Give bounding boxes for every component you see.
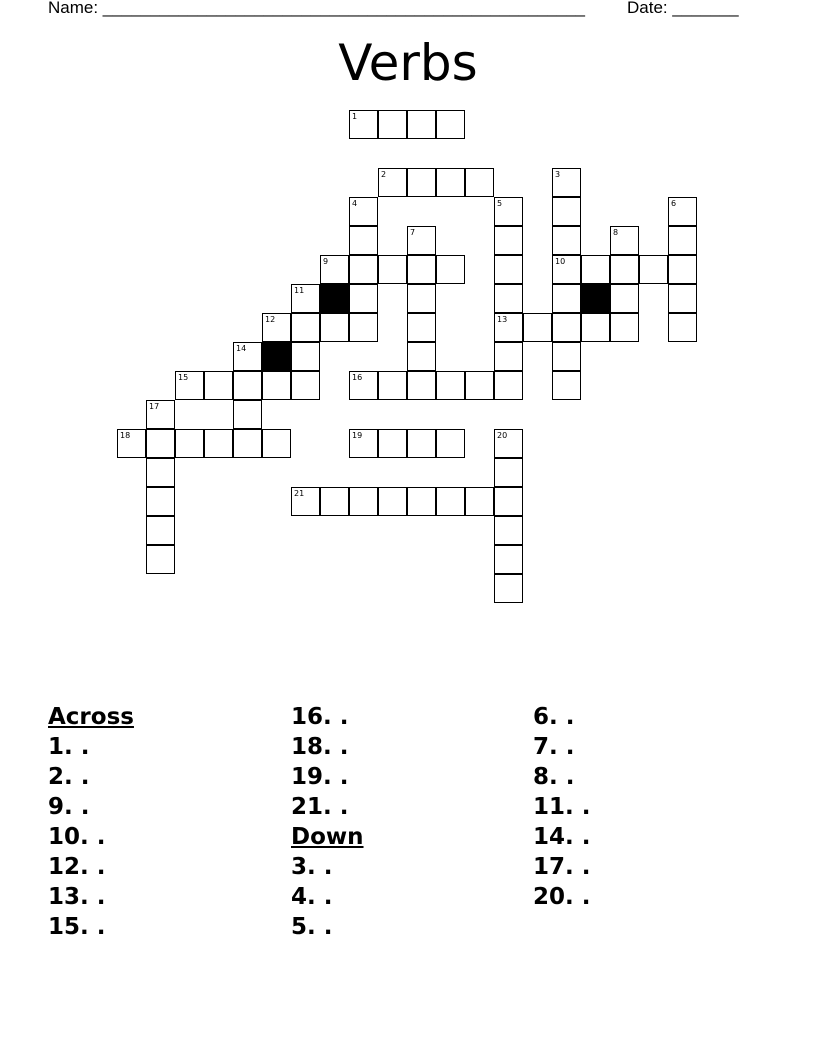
- grid-cell[interactable]: [349, 197, 378, 226]
- grid-cell[interactable]: [494, 487, 523, 516]
- grid-cell[interactable]: [552, 168, 581, 197]
- grid-cell[interactable]: [610, 313, 639, 342]
- clue-number: 2: [381, 170, 387, 179]
- grid-cell[interactable]: [175, 371, 204, 400]
- clue-column-2: [291, 702, 531, 942]
- clue-heading: Across: [48, 704, 134, 730]
- clue-item: 11. .: [533, 794, 591, 820]
- grid-cell[interactable]: [436, 168, 465, 197]
- clue-item: 6. .: [533, 704, 575, 730]
- clue-item: 14. .: [533, 824, 591, 850]
- grid-cell[interactable]: [494, 574, 523, 603]
- grid-cell[interactable]: [204, 371, 233, 400]
- grid-cell[interactable]: [146, 487, 175, 516]
- clue-item: 2. .: [48, 764, 90, 790]
- clue-item: 10. .: [48, 824, 106, 850]
- grid-cell[interactable]: [349, 487, 378, 516]
- grid-cell[interactable]: [117, 429, 146, 458]
- grid-cell[interactable]: [320, 313, 349, 342]
- grid-cell[interactable]: [204, 429, 233, 458]
- grid-cell[interactable]: [523, 313, 552, 342]
- grid-cell[interactable]: [552, 226, 581, 255]
- grid-cell[interactable]: [378, 487, 407, 516]
- clue-item: 18. .: [291, 734, 349, 760]
- clue-item: 3. .: [291, 854, 333, 880]
- grid-cell[interactable]: [494, 371, 523, 400]
- clue-column-1: [48, 702, 288, 942]
- grid-cell[interactable]: [291, 371, 320, 400]
- clue-number: 20: [497, 431, 508, 440]
- grid-cell[interactable]: [407, 342, 436, 371]
- clue-number: 16: [352, 373, 363, 382]
- grid-cell[interactable]: [378, 168, 407, 197]
- grid-cell[interactable]: [146, 545, 175, 574]
- blocked-cell: [262, 342, 291, 371]
- grid-cell[interactable]: [494, 197, 523, 226]
- grid-cell[interactable]: [668, 197, 697, 226]
- grid-cell[interactable]: [349, 110, 378, 139]
- clue-item: 1. .: [48, 734, 90, 760]
- grid-cell[interactable]: [552, 342, 581, 371]
- grid-cell[interactable]: [552, 313, 581, 342]
- name-field: Name: ___________________________________________________: [48, 0, 585, 17]
- clue-item: 20. .: [533, 884, 591, 910]
- grid-cell[interactable]: [494, 516, 523, 545]
- grid-cell[interactable]: [668, 226, 697, 255]
- grid-cell[interactable]: [494, 429, 523, 458]
- grid-cell[interactable]: [146, 429, 175, 458]
- grid-cell[interactable]: [494, 545, 523, 574]
- clue-number: 1: [352, 112, 358, 121]
- grid-cell[interactable]: [146, 516, 175, 545]
- clue-item: 17. .: [533, 854, 591, 880]
- grid-cell[interactable]: [494, 255, 523, 284]
- grid-cell[interactable]: [639, 255, 668, 284]
- clue-column-3: [533, 702, 773, 912]
- grid-cell[interactable]: [494, 342, 523, 371]
- grid-cell[interactable]: [262, 371, 291, 400]
- grid-cell[interactable]: [320, 255, 349, 284]
- grid-cell[interactable]: [610, 255, 639, 284]
- clue-item: 8. .: [533, 764, 575, 790]
- grid-cell[interactable]: [407, 371, 436, 400]
- clue-number: 6: [671, 199, 677, 208]
- grid-cell[interactable]: [349, 284, 378, 313]
- grid-cell[interactable]: [465, 371, 494, 400]
- grid-cell[interactable]: [436, 429, 465, 458]
- clue-number: 18: [120, 431, 131, 440]
- grid-cell[interactable]: [291, 342, 320, 371]
- grid-cell[interactable]: [436, 371, 465, 400]
- grid-cell[interactable]: [146, 400, 175, 429]
- grid-cell[interactable]: [262, 313, 291, 342]
- grid-cell[interactable]: [407, 429, 436, 458]
- grid-cell[interactable]: [610, 284, 639, 313]
- grid-cell[interactable]: [465, 487, 494, 516]
- grid-cell[interactable]: [668, 284, 697, 313]
- grid-cell[interactable]: [494, 313, 523, 342]
- grid-cell[interactable]: [291, 487, 320, 516]
- grid-cell[interactable]: [407, 110, 436, 139]
- grid-cell[interactable]: [349, 255, 378, 284]
- grid-cell[interactable]: [378, 255, 407, 284]
- grid-cell[interactable]: [407, 168, 436, 197]
- grid-cell[interactable]: [436, 487, 465, 516]
- grid-cell[interactable]: [465, 168, 494, 197]
- clue-heading: Down: [291, 824, 364, 850]
- grid-cell[interactable]: [378, 110, 407, 139]
- grid-cell[interactable]: [610, 226, 639, 255]
- grid-cell[interactable]: [494, 458, 523, 487]
- clue-item: 5. .: [291, 914, 333, 940]
- clue-item: 16. .: [291, 704, 349, 730]
- grid-cell[interactable]: [378, 371, 407, 400]
- clue-number: 4: [352, 199, 358, 208]
- clue-number: 14: [236, 344, 247, 353]
- grid-cell[interactable]: [262, 429, 291, 458]
- grid-cell[interactable]: [320, 487, 349, 516]
- blocked-cell: [581, 284, 610, 313]
- clue-item: 13. .: [48, 884, 106, 910]
- clue-item: 12. .: [48, 854, 106, 880]
- grid-cell[interactable]: [436, 110, 465, 139]
- clue-number: 13: [497, 315, 508, 324]
- clue-number: 10: [555, 257, 566, 266]
- grid-cell[interactable]: [668, 255, 697, 284]
- clue-number: 3: [555, 170, 561, 179]
- grid-cell[interactable]: [291, 313, 320, 342]
- clue-item: 9. .: [48, 794, 90, 820]
- grid-cell[interactable]: [407, 313, 436, 342]
- clue-item: 21. .: [291, 794, 349, 820]
- grid-cell[interactable]: [407, 226, 436, 255]
- grid-cell[interactable]: [349, 429, 378, 458]
- grid-cell[interactable]: [146, 458, 175, 487]
- grid-cell[interactable]: [407, 284, 436, 313]
- grid-cell[interactable]: [378, 429, 407, 458]
- clue-number: 7: [410, 228, 416, 237]
- page-title: Verbs: [338, 34, 478, 92]
- grid-cell[interactable]: [291, 284, 320, 313]
- clue-item: 7. .: [533, 734, 575, 760]
- clue-number: 12: [265, 315, 276, 324]
- grid-cell[interactable]: [552, 255, 581, 284]
- grid-cell[interactable]: [407, 487, 436, 516]
- clue-number: 19: [352, 431, 363, 440]
- grid-cell[interactable]: [233, 371, 262, 400]
- clue-number: 9: [323, 257, 329, 266]
- grid-cell[interactable]: [552, 371, 581, 400]
- grid-cell[interactable]: [233, 429, 262, 458]
- clue-number: 11: [294, 286, 305, 295]
- grid-cell[interactable]: [349, 226, 378, 255]
- grid-cell[interactable]: [436, 255, 465, 284]
- grid-cell[interactable]: [581, 313, 610, 342]
- grid-cell[interactable]: [407, 255, 436, 284]
- grid-cell[interactable]: [552, 197, 581, 226]
- clue-number: 15: [178, 373, 189, 382]
- grid-cell[interactable]: [349, 313, 378, 342]
- clue-number: 5: [497, 199, 503, 208]
- grid-cell[interactable]: [581, 255, 610, 284]
- grid-cell[interactable]: [349, 371, 378, 400]
- grid-cell[interactable]: [233, 400, 262, 429]
- clue-number: 17: [149, 402, 160, 411]
- clue-number: 8: [613, 228, 619, 237]
- date-field: Date: _______: [627, 0, 739, 17]
- clue-number: 21: [294, 489, 305, 498]
- grid-cell[interactable]: [668, 313, 697, 342]
- clue-item: 15. .: [48, 914, 106, 940]
- grid-cell[interactable]: [494, 226, 523, 255]
- clue-item: 19. .: [291, 764, 349, 790]
- grid-cell[interactable]: [233, 342, 262, 371]
- grid-cell[interactable]: [175, 429, 204, 458]
- grid-cell[interactable]: [552, 284, 581, 313]
- blocked-cell: [320, 284, 349, 313]
- clue-item: 4. .: [291, 884, 333, 910]
- grid-cell[interactable]: [494, 284, 523, 313]
